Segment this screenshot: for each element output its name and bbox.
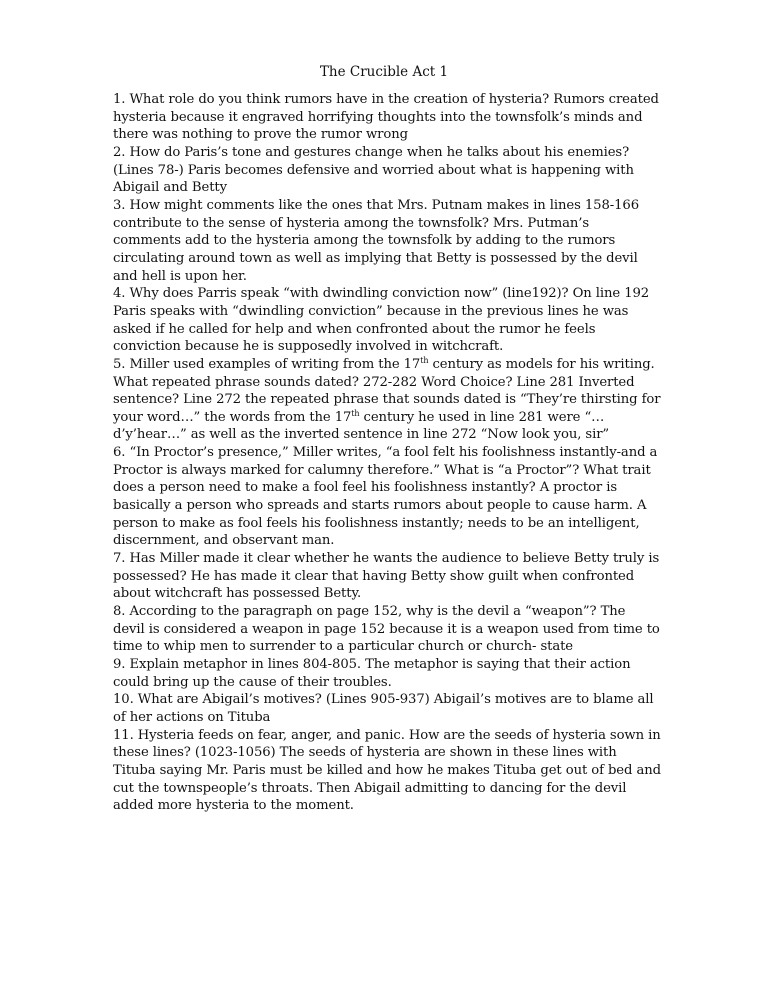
- question-7: 7. Has Miller made it clear whether he wants the audience to believe Betty truly is possessed? He has made it clear that having Betty show guilt when confronted about witchcraft has possessed Betty.: [113, 551, 660, 602]
- question-10: 10. What are Abigail’s motives? (Lines 905-937) Abigail’s motives are to blame all of her actions on Tituba: [113, 692, 654, 725]
- question-8: 8. According to the paragraph on page 152, why is the devil a “weapon”? The devil is considered a weapon in page 152 because it is a weapon used from time to time to whip men to surrender to a particular church or church- state: [113, 604, 660, 655]
- question-9: 9. Explain metaphor in lines 804-805. The metaphor is saying that their action could bring up the cause of their troubles.: [113, 657, 631, 690]
- superscript-th-b: th: [351, 408, 360, 418]
- question-6: 6. “In Proctor’s presence,” Miller writes, “a fool felt his foolishness instantly-and a Proctor is always marked for calumny therefore.” What is “a Proctor”? What trait does a person need to make a fool feel his foolishness instantly? A proctor is basically a person who spreads and starts rumors about people to cause harm. A person to make as fool feels his foolishness instantly; needs to be an intelligent, discernment, and observant man.: [113, 445, 658, 549]
- question-2: 2. How do Paris’s tone and gestures change when he talks about his enemies? (Lines 78-) Paris becomes defensive and worried about what is happening with Abigail and Betty: [113, 144, 634, 196]
- question-5-part-b: century as models for his writing. What repeated phrase sounds dated? 272-282 Word Choice? Line 281 Inverted sentence? Line 272 the repeated phrase that sounds dated is “They’re thirsting for your word…” the words from the 17: [113, 356, 661, 425]
- question-11: 11. Hysteria feeds on fear, anger, and panic. How are the seeds of hysteria sown in these lines? (1023-1056) The seeds of hysteria are shown in these lines with Tituba saying Mr. Paris must be killed and how he makes Tituba get out of bed and cut the townspeople’s throats. Then Abigail admitting to dancing for the devil added more hysteria to the moment.: [113, 727, 661, 814]
- document-body: [113, 91, 661, 815]
- document-title: The Crucible Act 1: [319, 64, 449, 80]
- question-5-part-c: century he used in line 281 were “…d’y’hear…” as well as the inverted sentence in line 272 “Now look you, sir”: [113, 409, 610, 443]
- question-4: 4. Why does Parris speak “with dwindling conviction now” (line192)? On line 192 Paris speaks with “dwindling conviction” because in the previous lines he was asked if he called for help and when confronted about the rumor he feels conviction because he is supposedly involved in witchcraft.: [113, 286, 650, 355]
- question-3: 3. How might comments like the ones that Mrs. Putnam makes in lines 158-166 contribute to the sense of hysteria among the townsfolk? Mrs. Putman’s comments add to the hysteria among the townsfolk by adding to the rumors circulating around town as well as implying that Betty is possessed by the devil and hell is upon her.: [113, 197, 639, 284]
- superscript-th-a: th: [420, 355, 429, 365]
- question-5-part-a: 5. Miller used examples of writing from the 17: [113, 356, 421, 372]
- question-5: [113, 356, 661, 444]
- question-1: 1. What role do you think rumors have in the creation of hysteria? Rumors created hysteria because it engraved horrifying thoughts into the townsfolk’s minds and there was nothing to prove the rumor wrong: [113, 92, 659, 143]
